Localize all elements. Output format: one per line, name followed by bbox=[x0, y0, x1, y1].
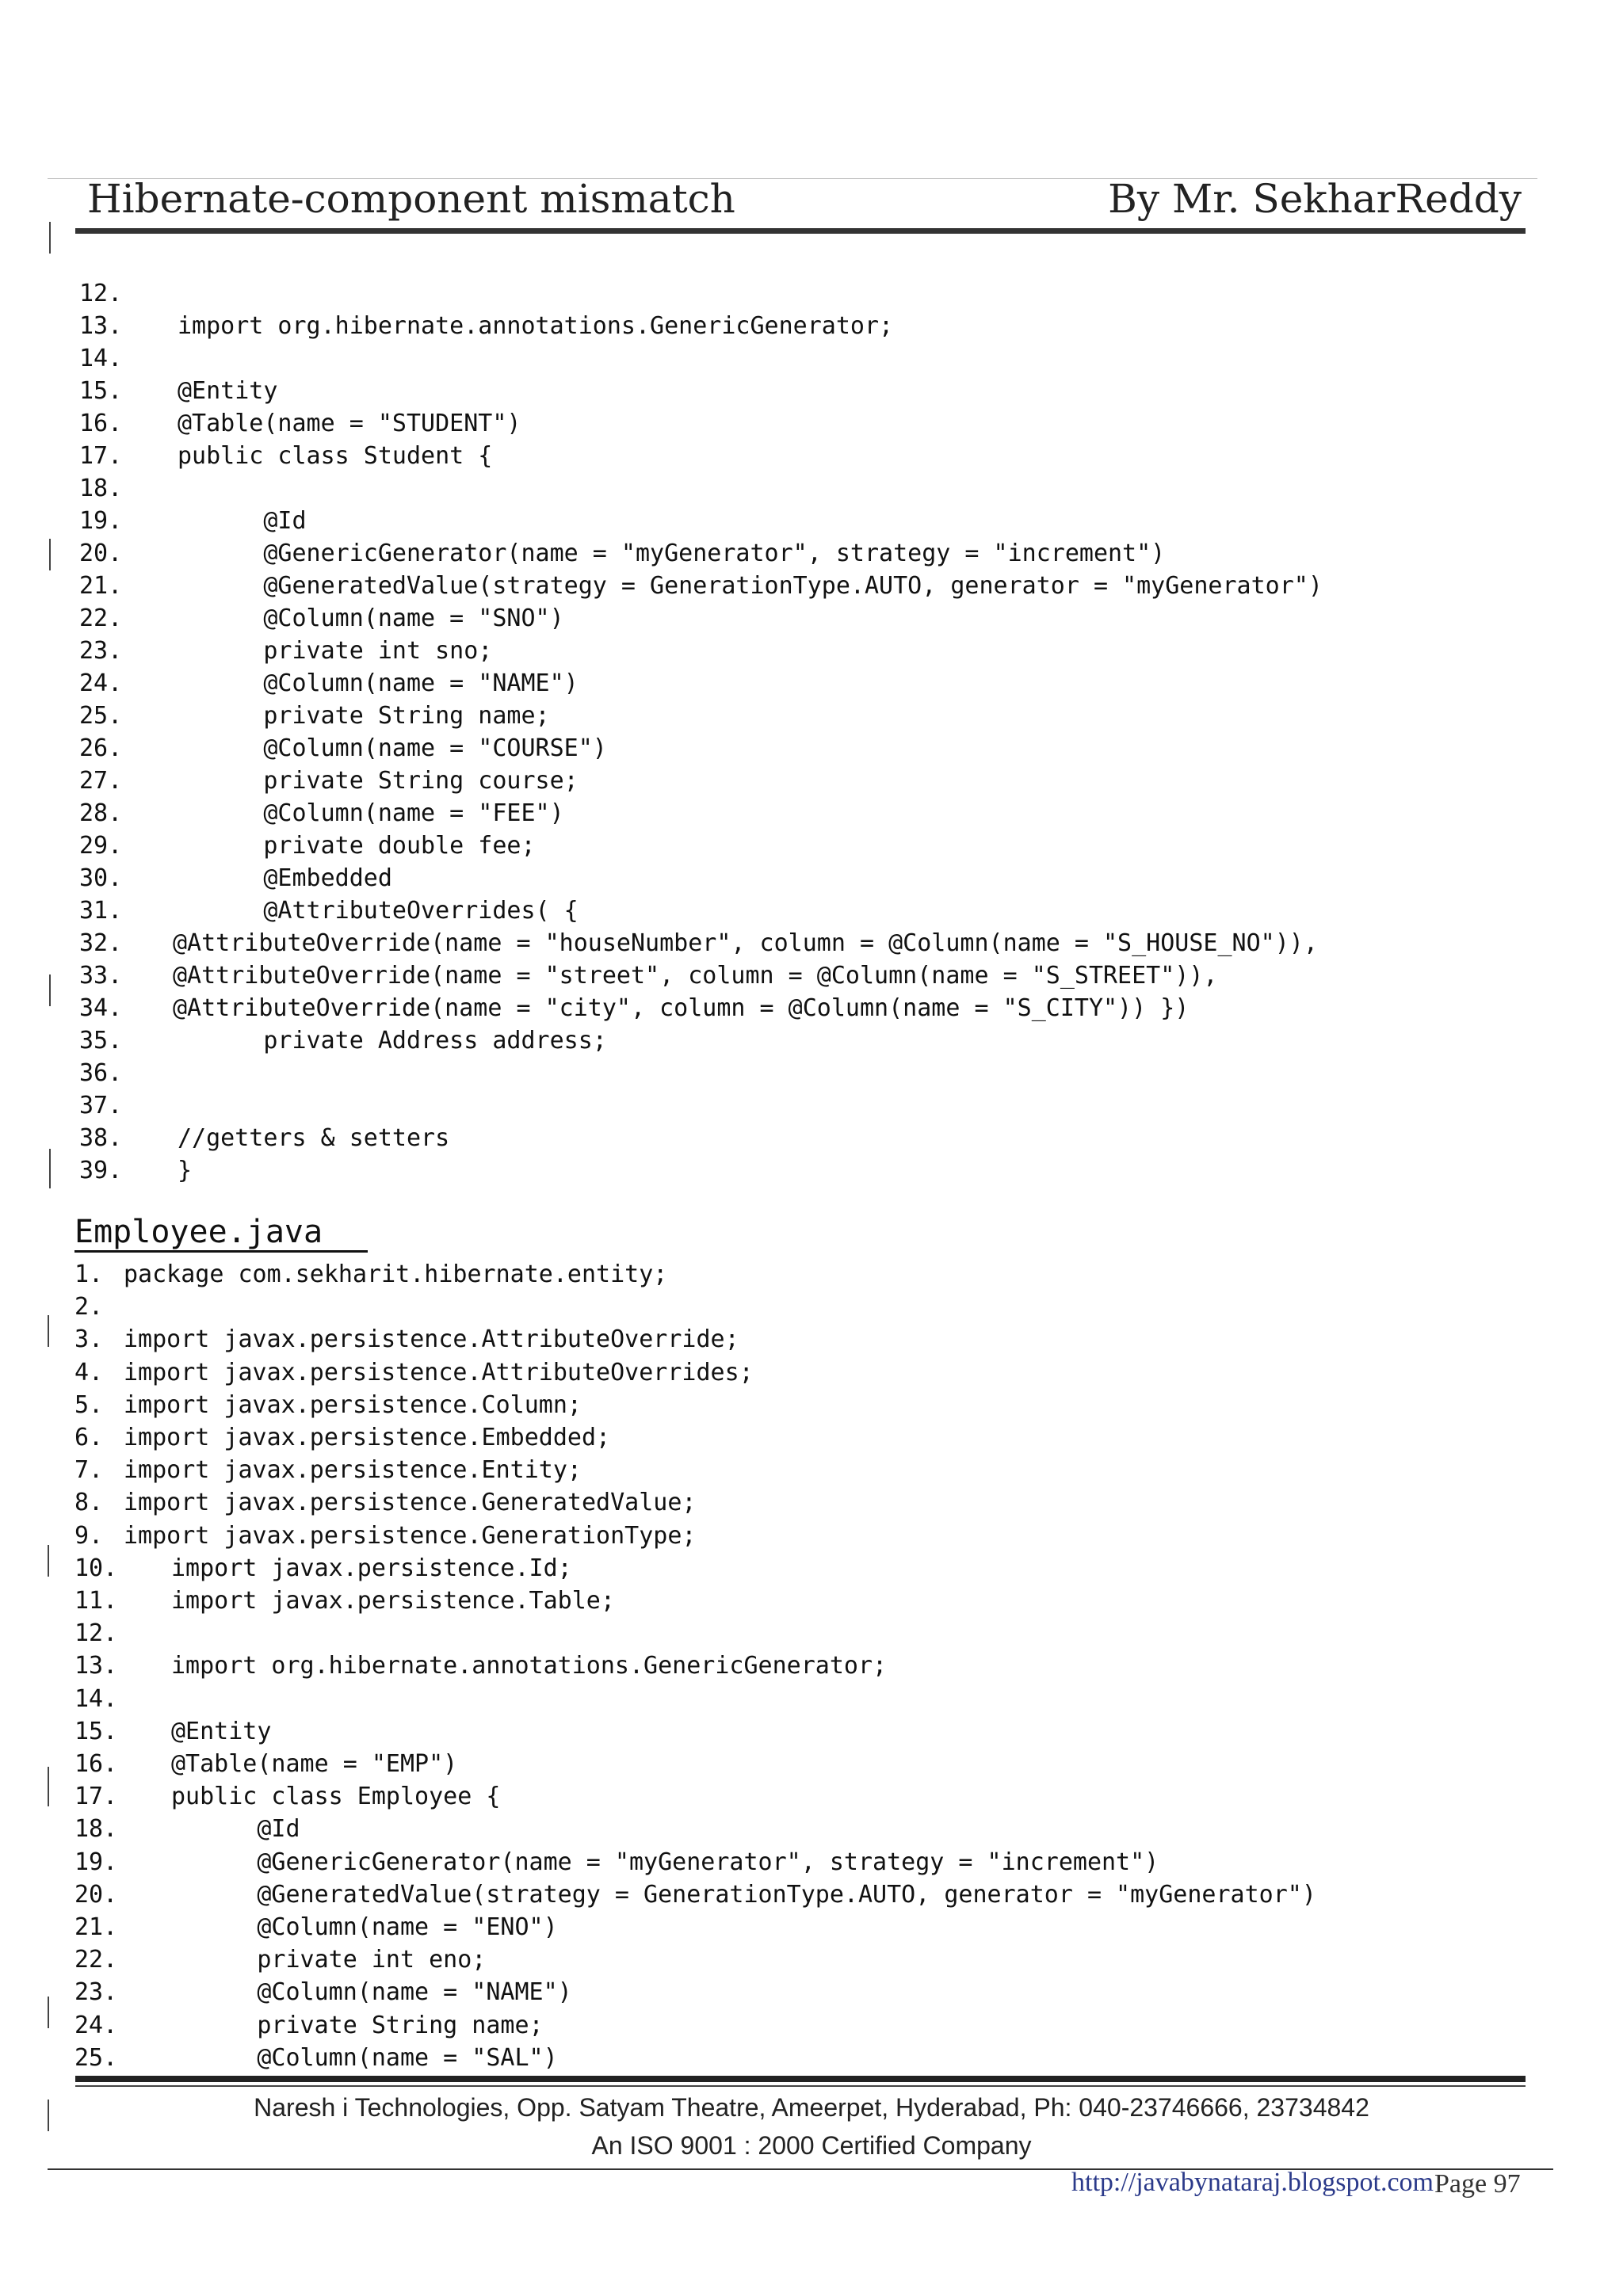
code-line bbox=[0, 1122, 1623, 1154]
scan-margin-mark bbox=[48, 2100, 49, 2131]
code-text: @AttributeOverride(name = "street", column = @Column(name = "S_STREET")), bbox=[173, 962, 1218, 990]
section-title-underline bbox=[74, 1250, 368, 1253]
code-line bbox=[0, 765, 1623, 797]
code-line bbox=[0, 1878, 1623, 1911]
code-text: import javax.persistence.Entity; bbox=[124, 1456, 582, 1485]
page-number: Page 97 bbox=[1434, 2169, 1521, 2199]
code-text: private Address address; bbox=[178, 1027, 607, 1055]
line-number: 14. bbox=[74, 1684, 118, 1713]
line-number: 24. bbox=[79, 669, 123, 697]
code-line bbox=[0, 277, 1623, 310]
footer-certification: An ISO 9001 : 2000 Certified Company bbox=[591, 2131, 1032, 2160]
code-line bbox=[0, 1486, 1623, 1519]
code-text: @GeneratedValue(strategy = GenerationType.AUTO, generator = "myGenerator") bbox=[178, 572, 1323, 600]
scan-margin-mark bbox=[49, 1149, 51, 1188]
code-text: import javax.persistence.GenerationType; bbox=[124, 1521, 697, 1550]
code-line bbox=[0, 407, 1623, 440]
line-number: 30. bbox=[79, 864, 123, 892]
code-line bbox=[0, 1846, 1623, 1878]
line-number: 29. bbox=[79, 832, 123, 860]
code-line bbox=[0, 375, 1623, 407]
code-line bbox=[0, 1715, 1623, 1748]
code-text: @GenericGenerator(name = "myGenerator", strategy = "increment") bbox=[171, 1848, 1159, 1876]
code-line bbox=[0, 1089, 1623, 1122]
line-number: 19. bbox=[79, 507, 123, 535]
line-number: 14. bbox=[79, 345, 123, 372]
scan-margin-mark bbox=[48, 1545, 49, 1577]
code-line bbox=[0, 894, 1623, 927]
line-number: 18. bbox=[79, 475, 123, 502]
line-number: 24. bbox=[74, 2011, 118, 2039]
code-text: private String course; bbox=[178, 767, 579, 795]
code-text: @Table(name = "STUDENT") bbox=[178, 410, 521, 437]
code-text: } bbox=[178, 1157, 193, 1184]
code-line bbox=[0, 1024, 1623, 1057]
code-text: import javax.persistence.Embedded; bbox=[124, 1424, 611, 1451]
code-line bbox=[0, 1389, 1623, 1421]
code-text: @AttributeOverride(name = "houseNumber", column = @Column(name = "S_HOUSE_NO")), bbox=[173, 929, 1318, 957]
line-number: 17. bbox=[74, 1783, 118, 1811]
code-text: //getters & setters bbox=[178, 1124, 450, 1152]
line-number: 20. bbox=[74, 1880, 118, 1909]
code-text: @Entity bbox=[178, 377, 278, 405]
code-text: @AttributeOverride(name = "city", column = @Column(name = "S_CITY")) }) bbox=[173, 994, 1190, 1022]
code-line bbox=[0, 667, 1623, 700]
code-text: private String name; bbox=[178, 702, 550, 730]
scan-margin-mark bbox=[48, 1315, 49, 1347]
line-number: 7. bbox=[74, 1456, 104, 1485]
line-number: 6. bbox=[74, 1424, 104, 1451]
line-number: 25. bbox=[79, 702, 123, 730]
code-line bbox=[0, 1943, 1623, 1976]
code-line bbox=[0, 700, 1623, 732]
line-number: 27. bbox=[79, 767, 123, 795]
code-text: @Embedded bbox=[178, 864, 392, 892]
code-line bbox=[0, 342, 1623, 375]
line-number: 23. bbox=[79, 637, 123, 665]
code-text: @GenericGenerator(name = "myGenerator", strategy = "increment") bbox=[178, 540, 1166, 567]
code-line bbox=[0, 1748, 1623, 1780]
code-text: @Column(name = "ENO") bbox=[171, 1913, 558, 1941]
line-number: 21. bbox=[74, 1913, 118, 1941]
code-line bbox=[0, 2042, 1623, 2074]
code-text: private int eno; bbox=[171, 1946, 487, 1974]
line-number: 32. bbox=[79, 929, 123, 957]
line-number: 33. bbox=[79, 962, 123, 990]
line-number: 23. bbox=[74, 1978, 118, 2007]
line-number: 38. bbox=[79, 1124, 123, 1152]
line-number: 12. bbox=[79, 280, 123, 307]
code-line bbox=[0, 635, 1623, 667]
code-line bbox=[0, 602, 1623, 635]
code-text: import org.hibernate.annotations.GenericGenerator; bbox=[178, 312, 894, 340]
code-text: import javax.persistence.GeneratedValue; bbox=[124, 1489, 697, 1517]
code-line bbox=[0, 959, 1623, 992]
code-line bbox=[0, 1154, 1623, 1187]
scan-margin-mark bbox=[48, 1767, 49, 1806]
code-text: @Column(name = "NAME") bbox=[178, 669, 579, 697]
code-text: public class Student { bbox=[178, 442, 493, 470]
code-line bbox=[0, 732, 1623, 765]
line-number: 31. bbox=[79, 897, 123, 925]
code-line bbox=[0, 1683, 1623, 1715]
code-line bbox=[0, 1520, 1623, 1552]
scan-margin-mark bbox=[49, 539, 51, 570]
code-text: @Id bbox=[171, 1815, 300, 1844]
line-number: 3. bbox=[74, 1325, 104, 1354]
line-number: 13. bbox=[79, 312, 123, 340]
line-number: 16. bbox=[74, 1750, 118, 1778]
code-line bbox=[0, 1057, 1623, 1089]
line-number: 22. bbox=[79, 605, 123, 632]
code-text: @Column(name = "SAL") bbox=[171, 2043, 558, 2072]
code-line bbox=[0, 1650, 1623, 1682]
scan-margin-mark bbox=[48, 1997, 49, 2028]
line-number: 10. bbox=[74, 1554, 118, 1582]
code-line bbox=[0, 2009, 1623, 2042]
line-number: 19. bbox=[74, 1848, 118, 1876]
line-number: 9. bbox=[74, 1521, 104, 1550]
line-number: 36. bbox=[79, 1059, 123, 1087]
line-number: 18. bbox=[74, 1815, 118, 1844]
code-text: import javax.persistence.AttributeOverride; bbox=[124, 1325, 739, 1354]
code-line bbox=[0, 1454, 1623, 1486]
code-text: import javax.persistence.Column; bbox=[124, 1390, 582, 1419]
code-line bbox=[0, 992, 1623, 1024]
line-number: 4. bbox=[74, 1358, 104, 1386]
line-number: 2. bbox=[74, 1293, 104, 1322]
code-line bbox=[0, 830, 1623, 862]
header-rule bbox=[75, 228, 1526, 234]
code-text: import javax.persistence.AttributeOverrides; bbox=[124, 1358, 754, 1386]
line-number: 20. bbox=[79, 540, 123, 567]
line-number: 21. bbox=[79, 572, 123, 600]
line-number: 22. bbox=[74, 1946, 118, 1974]
code-line bbox=[0, 310, 1623, 342]
code-line bbox=[0, 1356, 1623, 1389]
code-text: private double fee; bbox=[178, 832, 536, 860]
code-text: private String name; bbox=[171, 2011, 544, 2039]
code-text: @Column(name = "SNO") bbox=[178, 605, 564, 632]
line-number: 39. bbox=[79, 1157, 123, 1184]
code-text: public class Employee { bbox=[171, 1783, 501, 1811]
code-text: @Id bbox=[178, 507, 307, 535]
code-line bbox=[0, 1976, 1623, 2008]
scan-margin-mark bbox=[49, 974, 51, 1006]
footer-link[interactable]: http://javabynataraj.blogspot.com bbox=[1071, 2168, 1434, 2197]
code-line bbox=[0, 570, 1623, 602]
code-text: package com.sekharit.hibernate.entity; bbox=[124, 1261, 668, 1288]
line-number: 5. bbox=[74, 1390, 104, 1419]
code-text: @Column(name = "COURSE") bbox=[178, 734, 607, 762]
line-number: 26. bbox=[79, 734, 123, 762]
code-line bbox=[0, 1585, 1623, 1617]
code-text: @GeneratedValue(strategy = GenerationType.AUTO, generator = "myGenerator") bbox=[171, 1880, 1316, 1909]
code-text: @Entity bbox=[171, 1717, 272, 1745]
code-text: @AttributeOverrides( { bbox=[178, 897, 579, 925]
line-number: 25. bbox=[74, 2043, 118, 2072]
code-line bbox=[0, 1323, 1623, 1356]
code-text: @Column(name = "FEE") bbox=[178, 799, 564, 827]
line-number: 34. bbox=[79, 994, 123, 1022]
line-number: 11. bbox=[74, 1587, 118, 1615]
code-line bbox=[0, 472, 1623, 505]
line-number: 37. bbox=[79, 1092, 123, 1119]
code-line bbox=[0, 1552, 1623, 1585]
line-number: 15. bbox=[74, 1717, 118, 1745]
section-title-employee: Employee.java bbox=[74, 1214, 323, 1250]
code-text: import javax.persistence.Id; bbox=[171, 1554, 572, 1582]
code-text: private int sno; bbox=[178, 637, 493, 665]
line-number: 35. bbox=[79, 1027, 123, 1055]
footer-rule-thin bbox=[75, 2085, 1526, 2087]
code-line bbox=[0, 862, 1623, 894]
footer-rule bbox=[75, 2076, 1526, 2082]
line-number: 12. bbox=[74, 1619, 118, 1648]
code-line bbox=[0, 440, 1623, 472]
code-line bbox=[0, 1258, 1623, 1291]
line-number: 1. bbox=[74, 1261, 104, 1288]
code-line bbox=[0, 927, 1623, 959]
line-number: 15. bbox=[79, 377, 123, 405]
code-line bbox=[0, 537, 1623, 570]
code-line bbox=[0, 1911, 1623, 1943]
line-number: 16. bbox=[79, 410, 123, 437]
code-text: import org.hibernate.annotations.GenericGenerator; bbox=[171, 1652, 888, 1680]
code-line bbox=[0, 505, 1623, 537]
line-number: 17. bbox=[79, 442, 123, 470]
code-text: import javax.persistence.Table; bbox=[171, 1587, 615, 1615]
line-number: 28. bbox=[79, 799, 123, 827]
code-line bbox=[0, 1291, 1623, 1323]
line-number: 13. bbox=[74, 1652, 118, 1680]
header-title: Hibernate-component mismatch bbox=[87, 176, 735, 222]
page-header bbox=[87, 173, 1522, 228]
code-line bbox=[0, 797, 1623, 830]
code-line bbox=[0, 1780, 1623, 1813]
code-line bbox=[0, 1813, 1623, 1845]
footer-address: Naresh i Technologies, Opp. Satyam Theatre, Ameerpet, Hyderabad, Ph: 040-23746666, 23734842 bbox=[254, 2093, 1369, 2122]
code-line bbox=[0, 1617, 1623, 1650]
code-text: @Column(name = "NAME") bbox=[171, 1978, 572, 2007]
code-text: @Table(name = "EMP") bbox=[171, 1750, 458, 1778]
header-author: By Mr. SekharReddy bbox=[1108, 176, 1522, 222]
code-line bbox=[0, 1421, 1623, 1454]
line-number: 8. bbox=[74, 1489, 104, 1517]
scan-margin-mark bbox=[49, 222, 51, 254]
